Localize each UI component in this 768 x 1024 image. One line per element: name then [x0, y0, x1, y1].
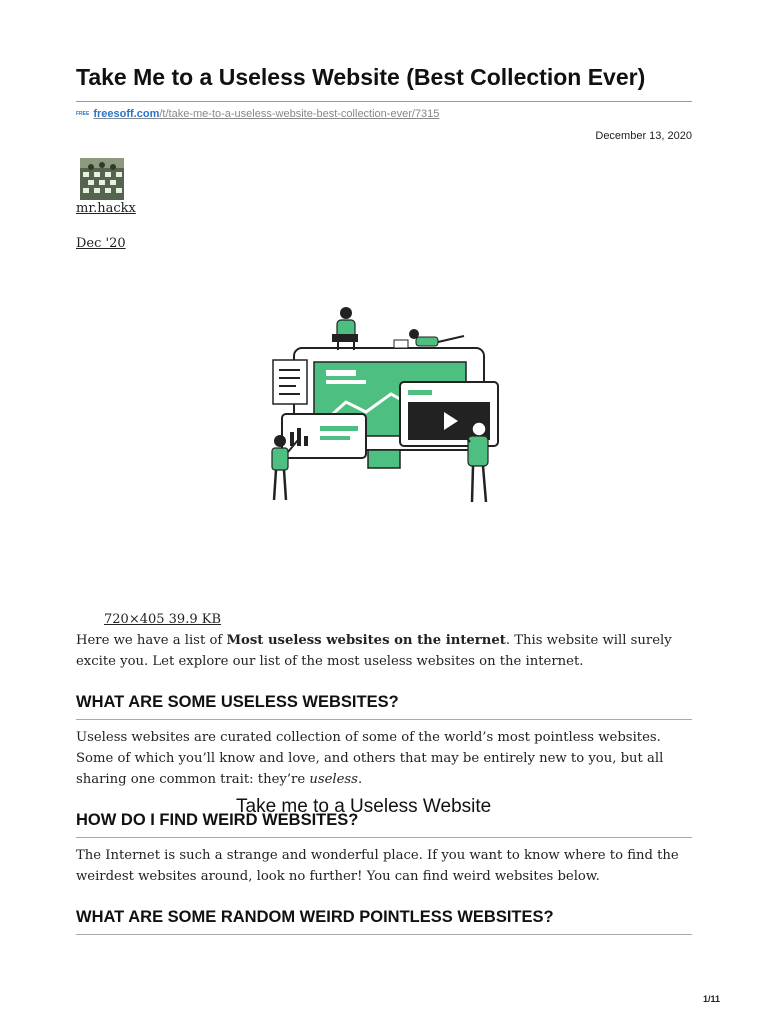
avatar-image — [80, 158, 124, 200]
section-heading-random: WHAT ARE SOME RANDOM WEIRD POINTLESS WEBSITES? — [76, 908, 554, 926]
source-path: /t/take-me-to-a-useless-website-best-collection-ever/7315 — [159, 108, 440, 120]
source-domain: freesoff.com — [93, 108, 160, 120]
section-divider — [76, 719, 692, 720]
intro-text-post: . This website will surely excite you. Let explore our list of the most useless websites on the internet. — [76, 633, 672, 669]
post-date-link[interactable]: Dec '20 — [76, 236, 126, 251]
intro-text-pre: Here we have a list of — [76, 633, 227, 648]
image-meta-link[interactable]: 720×405 39.9 KB — [104, 612, 221, 627]
page-number: 1/11 — [702, 994, 720, 1004]
intro-paragraph — [76, 630, 692, 672]
useless-text-pre: Useless websites are curated collection of some of the world’s most pointless websites. Some of which you’ll know and love, and others that may be entirely new to you, but all sharing one common trait: they’re — [76, 730, 664, 787]
source-badge: FREE — [76, 111, 90, 118]
section-heading-weird: HOW DO I FIND WEIRD WEBSITES? — [76, 811, 359, 829]
useless-italic: useless — [309, 772, 358, 787]
section-heading-useless: WHAT ARE SOME USELESS WEBSITES? — [76, 693, 399, 711]
avatar[interactable] — [80, 158, 124, 200]
illustration-caption: Take me to a Useless Website — [236, 796, 492, 817]
title-divider — [76, 101, 692, 102]
section-paragraph-weird: The Internet is such a strange and wonderful place. If you want to know where to find the weirdest websites around, look no further! You can find weird websites below. — [76, 848, 679, 884]
author-link[interactable]: mr.hackx — [76, 201, 136, 216]
source-link[interactable] — [76, 108, 439, 120]
illustration-graphic — [76, 270, 692, 610]
section-divider — [76, 837, 692, 838]
page-title: Take Me to a Useless Website (Best Collection Ever) — [76, 64, 646, 90]
source-url[interactable] — [93, 108, 439, 120]
useless-text-post: . — [357, 772, 363, 787]
section-divider — [76, 934, 692, 935]
document-date: December 13, 2020 — [595, 130, 692, 142]
intro-bold-text: Most useless websites on the internet — [226, 633, 506, 648]
section-paragraph-useless — [76, 727, 692, 790]
